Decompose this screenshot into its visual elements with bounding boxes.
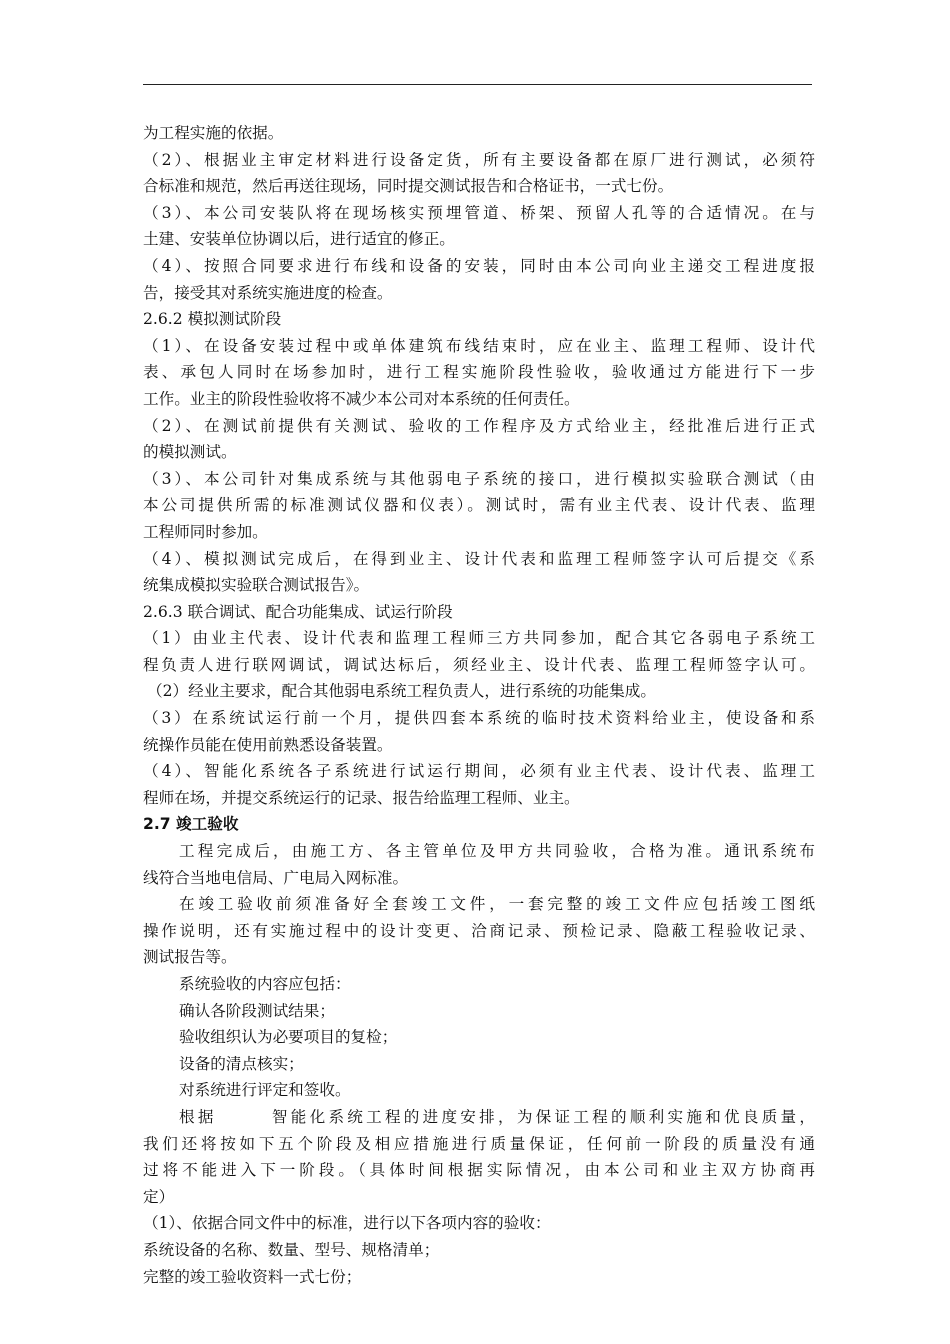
paragraph-line: （2）经业主要求，配合其他弱电系统工程负责人，进行系统的功能集成。 — [147, 682, 656, 701]
section-subheading: 2.6.3 联合调试、配合功能集成、试运行阶段 — [143, 602, 453, 621]
paragraph-line — [143, 1104, 815, 1131]
paragraph-line: （3）、本公司针对集成系统与其他弱电子系统的接口，进行模拟实验联合测试（由 — [143, 469, 815, 488]
paragraph-line: 工程完成后，由施工方、各主管单位及甲方共同验收，合格为准。通讯系统布 — [179, 842, 815, 861]
paragraph-line: 表、承包人同时在场参加时，进行工程实施阶段性验收，验收通过方能进行下一步 — [143, 363, 815, 382]
header-rule — [143, 84, 812, 85]
paragraph-line: 为工程实施的依据。 — [143, 124, 284, 142]
paragraph-line: 我们还将按如下五个阶段及相应措施进行质量保证，任何前一阶段的质量没有通 — [143, 1134, 815, 1153]
paragraph-line: 告，接受其对系统实施进度的检查。 — [143, 283, 393, 302]
paragraph-line: （4）、模拟测试完成后，在得到业主、设计代表和监理工程师签字认可后提交《系 — [143, 549, 815, 568]
paragraph-line: （2）、根据业主审定材料进行设备定货，所有主要设备都在原厂进行测试，必须符 — [143, 150, 815, 169]
paragraph-line: 本公司提供所需的标准测试仪器和仪表）。测试时，需有业主代表、设计代表、监理 — [143, 496, 815, 515]
paragraph-line: （1）由业主代表、设计代表和监理工程师三方共同参加，配合其它各弱电子系统工 — [143, 629, 815, 648]
list-item: 设备的清点核实； — [179, 1054, 304, 1073]
document-body — [143, 120, 815, 1290]
paragraph-line: （3）在系统试运行前一个月，提供四套本系统的临时技术资料给业主，使设备和系 — [143, 709, 815, 728]
paragraph-line: 操作说明，还有实施过程中的设计变更、洽商记录、预检记录、隐蔽工程验收记录、 — [143, 921, 815, 940]
paragraph-line: 测试报告等。 — [143, 948, 237, 967]
list-item: 对系统进行评定和签收。 — [179, 1081, 351, 1100]
section-heading: 2.7 竣工验收 — [143, 815, 239, 834]
list-item: 完整的竣工验收资料一式七份； — [143, 1267, 362, 1286]
paragraph-line: 统操作员能在使用前熟悉设备装置。 — [143, 735, 393, 754]
paragraph-lead-word: 根据 — [179, 1107, 217, 1126]
paragraph-line: （2）、在测试前提供有关测试、验收的工作程序及方式给业主，经批准后进行正式 — [143, 416, 815, 435]
paragraph-line: 定） — [143, 1187, 175, 1206]
list-item: 验收组织认为必要项目的复检； — [179, 1028, 398, 1047]
list-item: 系统验收的内容应包括： — [179, 975, 351, 993]
paragraph-line: 程师在场，并提交系统运行的记录、报告给监理工程师、业主。 — [143, 788, 580, 807]
section-subheading: 2.6.2 模拟测试阶段 — [143, 310, 282, 329]
paragraph-line: 在竣工验收前须准备好全套竣工文件，一套完整的竣工文件应包括竣工图纸 — [179, 895, 815, 914]
paragraph-line: 工作。业主的阶段性验收将不减少本公司对本系统的任何责任。 — [143, 389, 580, 408]
paragraph-line: 土建、安装单位协调以后，进行适宜的修正。 — [143, 230, 455, 249]
list-item: 确认各阶段测试结果； — [179, 1001, 335, 1020]
paragraph-line: 程负责人进行联网调试，调试达标后，须经业主、设计代表、监理工程师签字认可。 — [143, 655, 815, 674]
paragraph-line: （3）、本公司安装队将在现场核实预埋管道、桥架、预留人孔等的合适情况。在与 — [143, 203, 815, 222]
paragraph-line-rest: 智能化系统工程的进度安排，为保证工程的顺利实施和优良质量， — [268, 1107, 815, 1126]
paragraph-line: 工程师同时参加。 — [143, 522, 268, 541]
paragraph-line: （1）、依据合同文件中的标准，进行以下各项内容的验收： — [143, 1214, 551, 1233]
paragraph-line: （1）、在设备安装过程中或单体建筑布线结束时，应在业主、监理工程师、设计代 — [143, 336, 815, 355]
paragraph-line: （4）、按照合同要求进行布线和设备的安装，同时由本公司向业主递交工程进度报 — [143, 256, 815, 275]
paragraph-line: 的模拟测试。 — [143, 443, 237, 462]
paragraph-line: 统集成模拟实验联合测试报告》。 — [143, 576, 370, 595]
paragraph-line: （4）、智能化系统各子系统进行试运行期间，必须有业主代表、设计代表、监理工 — [143, 762, 815, 781]
list-item: 系统设备的名称、数量、型号、规格清单； — [143, 1240, 440, 1259]
paragraph-line: 过将不能进入下一阶段。（具体时间根据实际情况，由本公司和业主双方协商再 — [143, 1161, 815, 1180]
paragraph-line: 合标准和规范，然后再送往现场，同时提交测试报告和合格证书，一式七份。 — [143, 177, 674, 196]
paragraph-line: 线符合当地电信局、广电局入网标准。 — [143, 868, 409, 887]
